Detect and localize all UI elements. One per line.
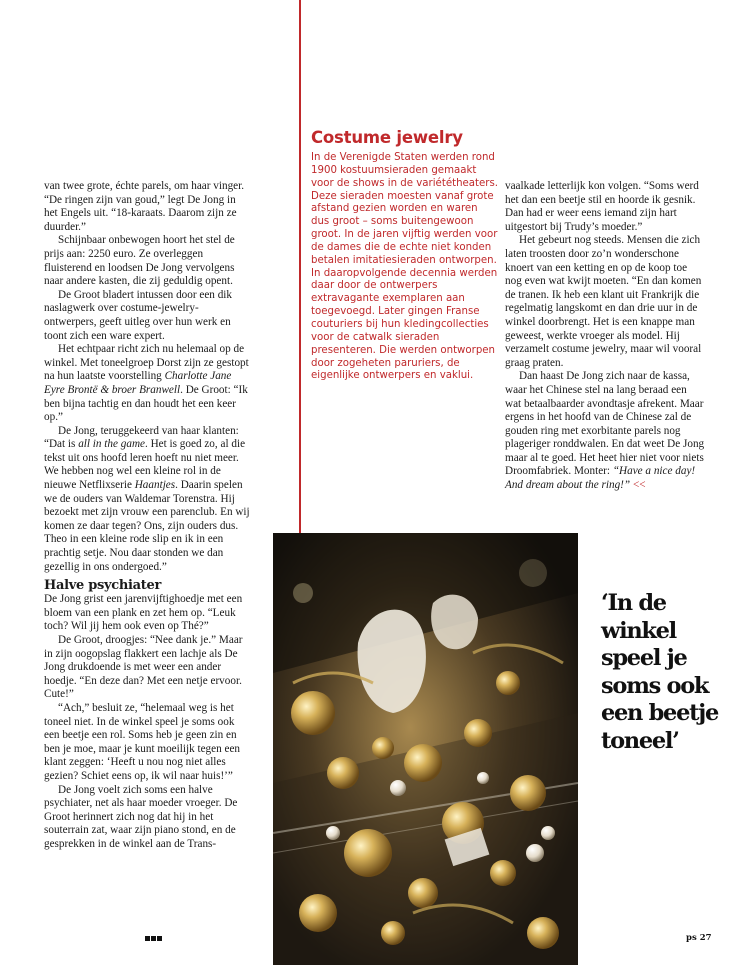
sidebar-divider-rule — [299, 0, 301, 535]
footer-ornament — [145, 936, 163, 941]
article-column-right — [505, 180, 705, 493]
jewelry-display-photo — [273, 533, 578, 965]
italic-phrase: all in the game — [78, 438, 145, 451]
body-paragraph — [44, 425, 250, 575]
body-text: Dan haast De Jong zich naar de kassa, waar het Chinese stel na lang beraad een wat betaalbaarder avondtasje afrekent. Maar ergens in het hoofd van de Chinese zal de gouden ring met exorbitante parels nog plageriger ronddwalen. En dat weet De Jong maar al te goed. Het heet hier niet voor niets Droomfabriek. Monter: — [505, 370, 705, 478]
section-subheading: Halve psychiater — [44, 578, 162, 594]
body-text: . Daarin spelen we de ouders van Waldemar Torenstra. Hij bezoekt met zijn vrouw een parenclub. En wij komen ze daar tegen? Ons, zijn ouders dus. Theo in een kleine rode slip en ik in een prachtig setje. Nou daar stonden we dan gezellig in ons ondergoed.” — [44, 479, 250, 573]
body-paragraph: Het gebeurt nog steeds. Mensen die zich laten troosten door zo’n wonderschone knoert van een ketting en op de koop toe nog even wat kwijt moeten. “En dan komen de tranen. Ik heb een klant uit Frankrijk die regelmatig langskomt en dan drie uur in de winkel doorbrengt. Het is een knappe man geweest, werkte vroeger als model. Hij verzamelt costume jewelry, maar wil vooral graag praten. — [505, 234, 702, 369]
italic-quote: “Have a nice day! And dream about the ring!” — [505, 465, 696, 492]
body-paragraph: De Jong grist een jarenvijftighoedje met een bloem van een plank en zet hem op. “Leuk toch? Wil jij hem ook even op Thé?” — [44, 593, 243, 633]
sidebar-box — [311, 128, 499, 383]
body-text: . De Groot: “Ik ben bijna tachtig en dan houdt het een keer op.” — [44, 383, 248, 424]
article-column-left — [44, 180, 250, 852]
body-paragraph: Schijnbaar onbewogen hoort het stel de prijs aan: 2250 euro. Ze overleggen fluisterend en loodsen De Jong vervolgens naar andere kasten, die zij geduldig opent. — [44, 234, 235, 288]
body-paragraph — [44, 343, 250, 425]
body-text: Het echtpaar richt zich nu helemaal op de winkel. Met toneelgroep Dorst zijn ze gestopt na hun laatste voorstelling — [44, 343, 249, 383]
body-paragraph: De Jong voelt zich soms een halve psychiater, net als haar moeder vroeger. De Groot herinnert zich nog dat hij in het souterrain zat, waar zijn piano stond, en de gesprekken in de winkel aan de Trans- — [44, 783, 238, 850]
body-text: De Jong, teruggekeerd van haar klanten: “Dat is — [44, 424, 239, 451]
pull-quote: ‘In de winkel speel je soms ook een beetje toneel’ — [601, 590, 719, 754]
sidebar-text: In de Verenigde Staten werden rond 1900 kostuumsieraden gemaakt voor de shows in de variététheaters. Deze sieraden moesten vanaf grote afstand gezien worden en waren dus groot – soms buitengewoon groot. In de jaren vijftig werden voor de dames die de echte niet konden betalen imitatiesieraden ontworpen. In daaropvolgende decennia werden daar door de ontwerpers extravagante exemplaren aan toegevoegd. Later gingen Franse couturiers bij hun kledingcollecties voor de catwalk sieraden presenteren. Die werden ontworpen door zogeheten paruriers, de eigenlijke ontwerpers en vaklui. — [311, 152, 499, 382]
body-paragraph — [505, 370, 705, 492]
series-title: Haantjes — [134, 479, 176, 492]
body-paragraph: vaalkade letterlijk kon volgen. “Soms werd het dan een beetje stil en hoorde ik gesnik. Dan had er weer eens iemand zijn hart uitgestort bij Trudy’s moeder.” — [505, 180, 699, 233]
body-text: . Het is goed zo, al die tekst uit ons hoofd leren hoeft nu niet meer. We hebben nog wel een kleine rol in de nieuwe Netflixserie — [44, 438, 246, 492]
end-of-article-mark: << — [632, 479, 646, 492]
body-paragraph: van twee grote, échte parels, om haar vinger. “De ringen zijn van goud,” legt De Jong in het Engels uit. “18-karaats. Daarom zijn ze duurder.” — [44, 180, 245, 233]
jewelry-photo-illustration — [273, 533, 578, 965]
body-paragraph: De Groot bladert intussen door een dik naslagwerk over costume-jewelry-ontwerpers, geeft uitleg over hun werk en toont zich een ware expert. — [44, 288, 232, 342]
sidebar-title: Costume jewelry — [311, 128, 463, 147]
page-number: ps 27 — [686, 933, 712, 943]
body-paragraph: De Groot, droogjes: “Nee dank je.” Maar in zijn oogopslag flakkert een lachje als De Jong drukdoende is met weer een ander hoedje. “En deze dan? Met een netje ervoor. Cute!” — [44, 634, 243, 701]
body-paragraph: “Ach,” besluit ze, “helemaal weg is het toneel niet. In de winkel speel je soms ook een beetje een rol. Soms heb je geen zin en ben je moe, maar je kunt moeilijk tegen een klant zeggen: ‘Heeft u nou nog niet alles gezien? Schiet eens op, ik wil naar huis!’” — [44, 701, 241, 782]
play-title: Charlotte Jane Eyre Brontë & broer Branwell — [44, 370, 232, 396]
